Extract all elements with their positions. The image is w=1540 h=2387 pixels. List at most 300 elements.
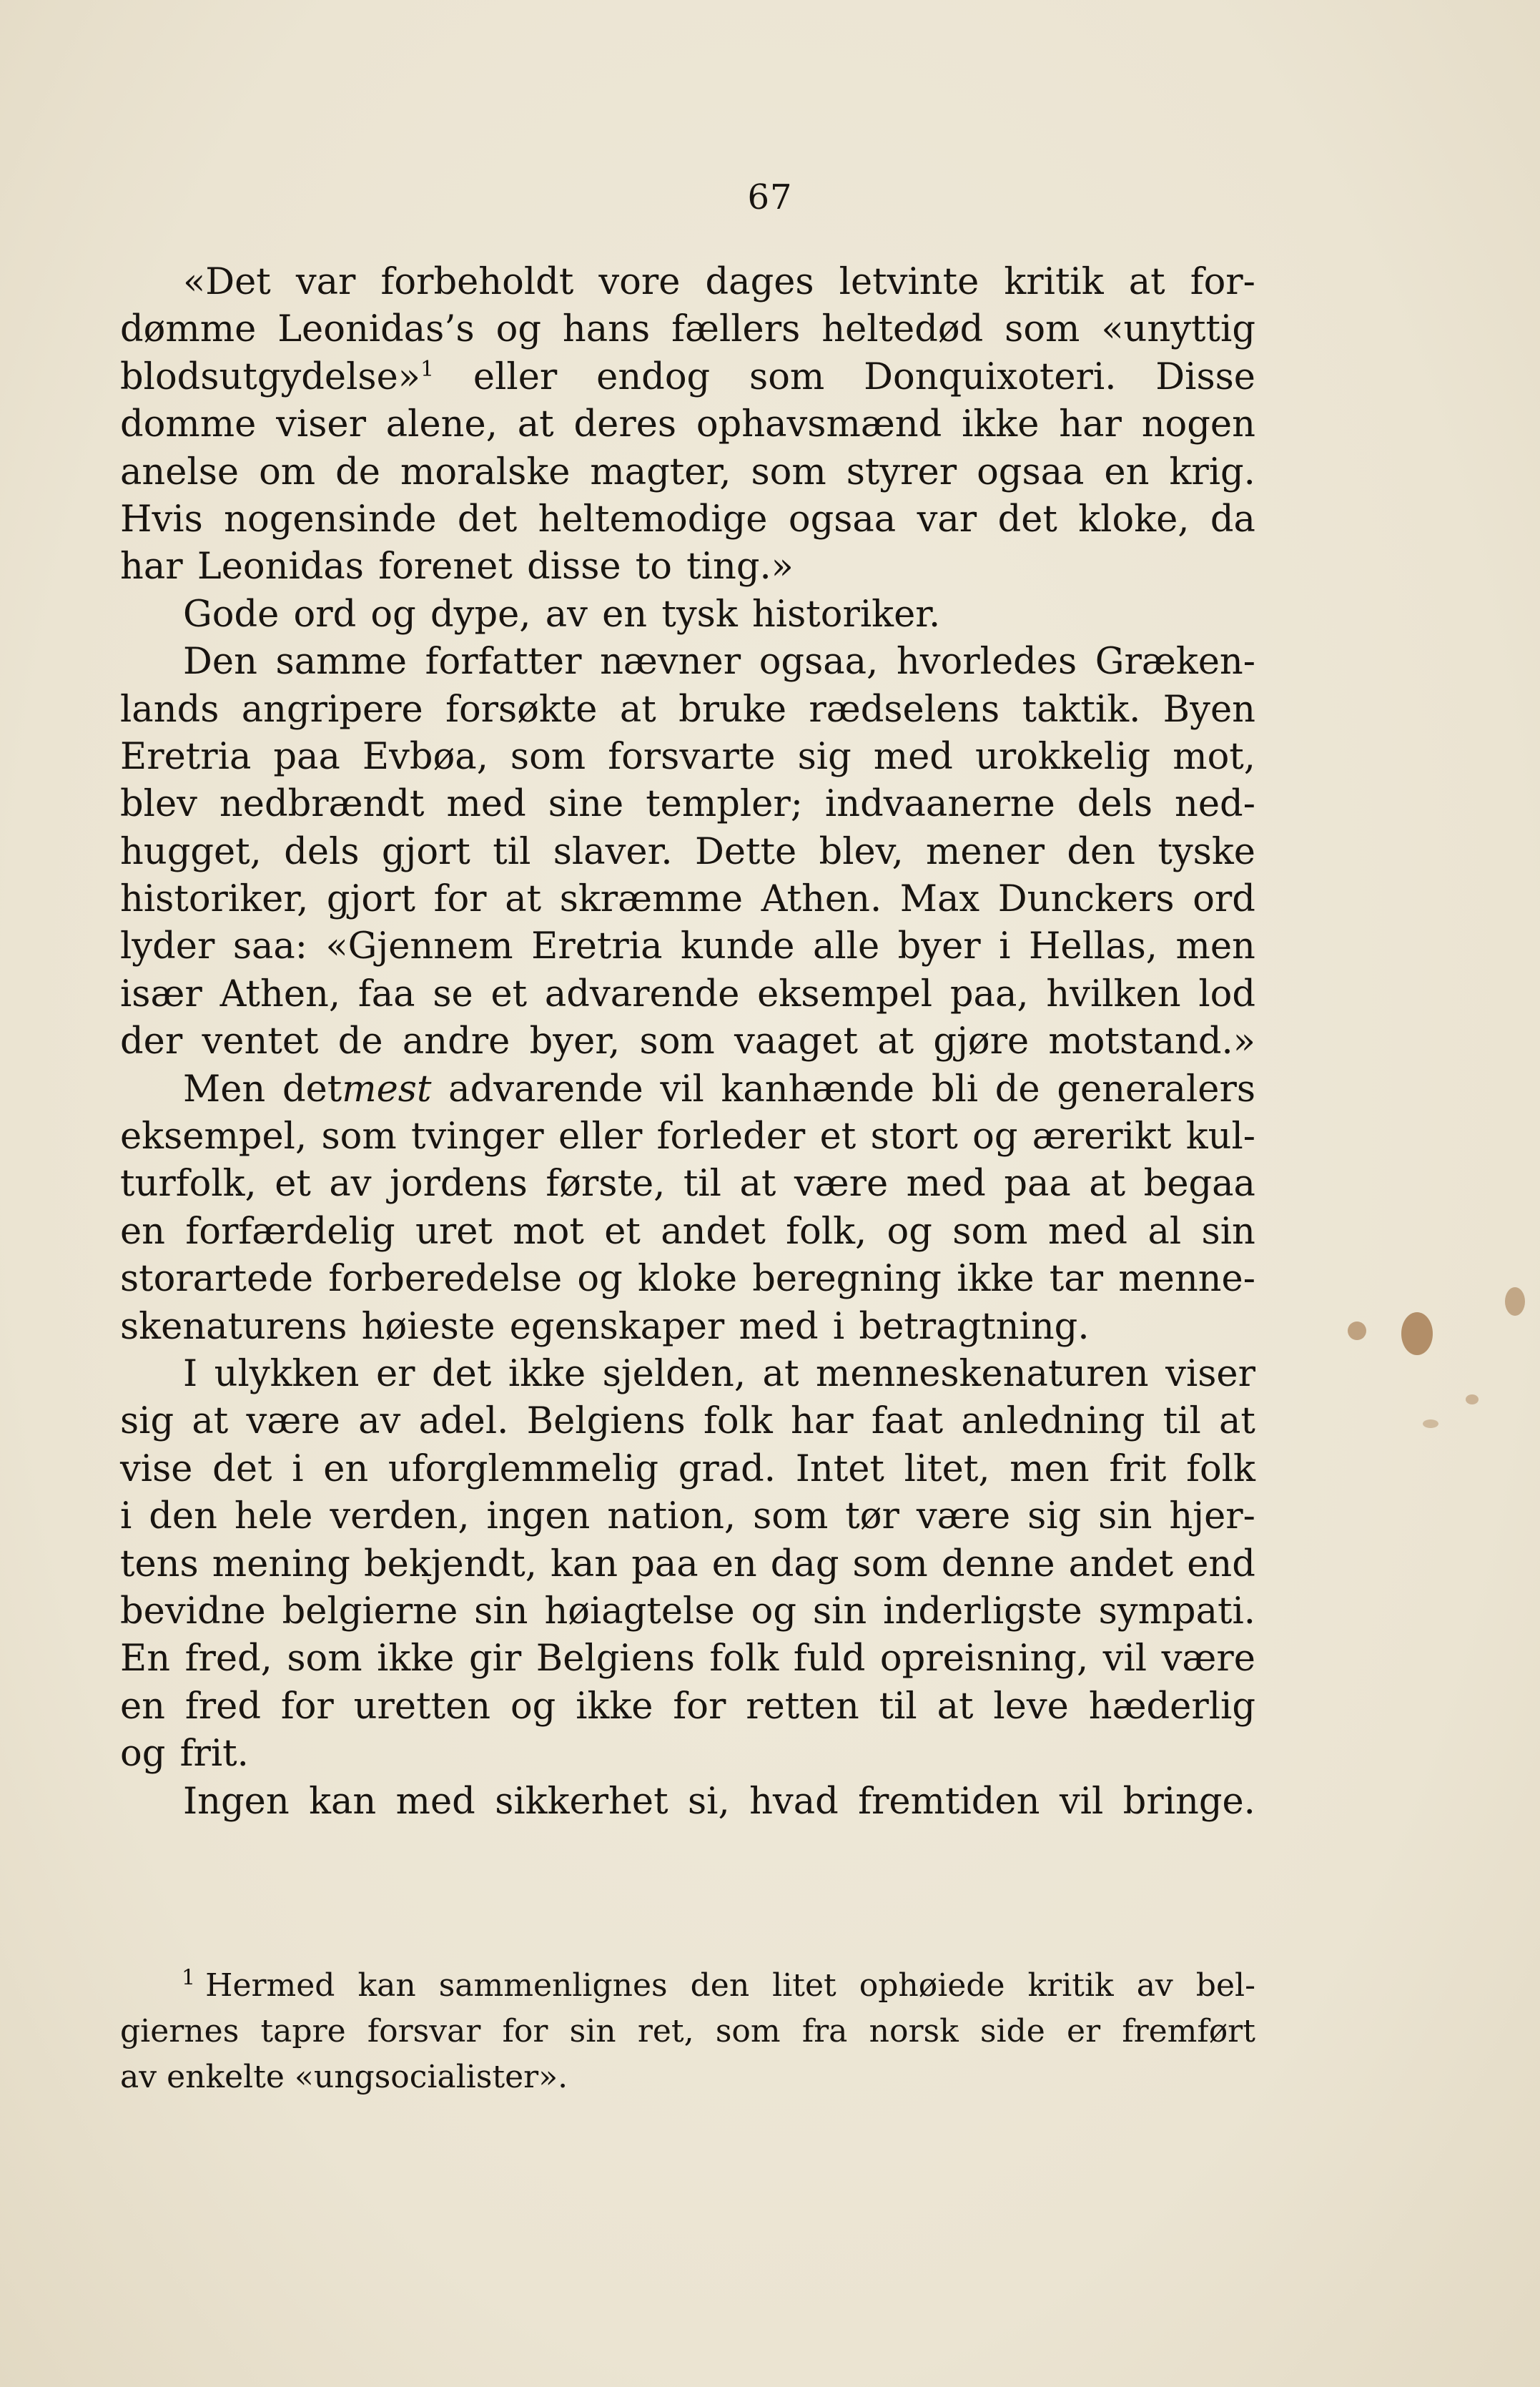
word-text: ikke xyxy=(957,1258,1035,1301)
word xyxy=(879,1683,917,1731)
word xyxy=(1129,259,1165,306)
word-text: et xyxy=(275,1163,311,1206)
word-text: en xyxy=(1104,451,1150,493)
word xyxy=(869,2009,959,2054)
word xyxy=(751,449,826,496)
word xyxy=(419,1398,509,1445)
word-text: urokkelig xyxy=(974,735,1151,778)
word xyxy=(377,1635,454,1683)
word xyxy=(120,449,239,496)
word xyxy=(1165,1351,1255,1398)
word xyxy=(1004,1161,1070,1208)
word-text: om xyxy=(259,451,316,493)
word-text: bel- xyxy=(1195,1967,1255,2004)
word-text: et xyxy=(604,1210,641,1253)
word xyxy=(739,1161,776,1208)
word-text: magter, xyxy=(590,451,731,493)
word-text: bli xyxy=(931,1068,979,1111)
word xyxy=(183,1066,265,1113)
word-text: Max xyxy=(899,878,980,921)
word xyxy=(631,1541,698,1588)
word xyxy=(942,1541,1055,1588)
word-text: «Det xyxy=(183,261,271,303)
word xyxy=(120,1635,170,1683)
word-text: dels xyxy=(1077,783,1153,826)
word xyxy=(212,1446,272,1493)
word xyxy=(681,923,794,970)
word-text: Dette xyxy=(694,830,797,873)
text-line xyxy=(120,1493,1255,1540)
word xyxy=(746,1683,859,1731)
word xyxy=(388,1446,658,1493)
word-text: som xyxy=(751,451,826,493)
word xyxy=(825,781,1055,828)
text-line xyxy=(120,1113,1255,1161)
word-text: ikke xyxy=(508,1352,586,1395)
word xyxy=(1176,923,1255,970)
word-text: deres xyxy=(573,403,677,446)
word xyxy=(1046,971,1180,1018)
word xyxy=(864,354,1116,401)
word xyxy=(1057,1066,1255,1113)
word-text: lod xyxy=(1198,973,1255,1015)
word-text: og xyxy=(751,1590,796,1633)
word-text: Hellas, xyxy=(1028,925,1158,968)
word-text: var xyxy=(295,261,356,303)
word xyxy=(358,1398,400,1445)
word-text: stort xyxy=(870,1116,958,1158)
word xyxy=(993,1683,1069,1731)
word-text: være xyxy=(794,1163,889,1206)
text-line-content xyxy=(120,1018,1255,1065)
word-text: uret xyxy=(415,1210,493,1253)
word xyxy=(1210,496,1255,543)
word xyxy=(185,1683,261,1731)
word-text: samme xyxy=(275,641,408,684)
word xyxy=(962,401,1039,448)
word-text: angripere xyxy=(241,688,423,731)
word-text: Dunckers xyxy=(997,878,1175,921)
word xyxy=(1050,1256,1103,1303)
word-text: var xyxy=(917,498,977,541)
word xyxy=(821,306,983,353)
word-text: jordens xyxy=(390,1163,528,1206)
word xyxy=(1028,1963,1114,2009)
word-text: byer, xyxy=(529,1020,621,1063)
word xyxy=(688,1778,730,1826)
word-text: fremtiden xyxy=(858,1780,1040,1823)
word xyxy=(182,1963,335,2009)
word-text: se xyxy=(433,973,473,1015)
word-text: fællers xyxy=(671,308,801,351)
word xyxy=(503,2009,548,2054)
word-text: advarende xyxy=(448,1068,643,1111)
text-line xyxy=(120,306,1255,353)
word xyxy=(367,2009,481,2054)
word-text: litet, xyxy=(904,1447,990,1490)
text-line-content xyxy=(120,829,1255,876)
word xyxy=(439,1963,668,2009)
word-text: viser xyxy=(1165,1352,1255,1395)
word-text: sin xyxy=(812,1590,867,1633)
word-text: de xyxy=(337,1020,383,1063)
word xyxy=(325,923,513,970)
paper-stain xyxy=(1505,1287,1525,1316)
word-text: dages xyxy=(705,261,814,303)
word xyxy=(1104,449,1149,496)
word-text: kritik xyxy=(1004,261,1104,303)
word-text: første, xyxy=(546,1163,666,1206)
word-text: Græken- xyxy=(1095,641,1255,684)
word xyxy=(1175,781,1255,828)
word-text: folk xyxy=(1186,1447,1255,1490)
word-text: og xyxy=(887,1210,932,1253)
word-text: «unyttig xyxy=(1101,308,1255,351)
word xyxy=(1060,1778,1103,1826)
text-line-content xyxy=(120,734,1255,781)
word-text: høiagtelse xyxy=(544,1590,735,1633)
word xyxy=(120,1493,132,1540)
word-text: forbeholdt xyxy=(380,261,574,303)
word-text: historiker, xyxy=(120,878,309,921)
word xyxy=(751,1588,796,1635)
word xyxy=(917,496,977,543)
word-text: og xyxy=(495,308,541,351)
text-line-content xyxy=(120,401,1255,448)
word xyxy=(183,1778,290,1826)
word xyxy=(772,1963,836,2009)
word xyxy=(545,971,740,1018)
word-text: som xyxy=(753,1495,829,1538)
word xyxy=(513,1209,584,1256)
word-text: vore xyxy=(598,261,681,303)
word xyxy=(926,829,1045,876)
word-text: giernes xyxy=(120,2013,240,2049)
word-text: sjelden, xyxy=(602,1352,746,1395)
word xyxy=(845,1493,899,1540)
word xyxy=(897,639,1077,686)
word-text: ventet xyxy=(202,1020,319,1063)
text-line-content xyxy=(120,1161,1255,1208)
text-line-content xyxy=(120,1304,1255,1351)
word-text: Men xyxy=(183,1068,266,1111)
word-text: kan xyxy=(309,1780,377,1823)
word-text: byer xyxy=(897,925,981,968)
word xyxy=(183,1351,197,1398)
word xyxy=(607,1493,736,1540)
word xyxy=(219,781,425,828)
word xyxy=(1163,686,1255,734)
word xyxy=(874,734,953,781)
text-line-content xyxy=(183,591,1255,639)
word-text: al xyxy=(1147,1210,1182,1253)
word-text: denne xyxy=(941,1542,1055,1585)
word-text: Belgiens xyxy=(526,1400,686,1443)
text-line xyxy=(120,354,1255,401)
word-text: har xyxy=(791,1400,854,1443)
text-line xyxy=(120,591,1255,639)
word-text: ikke xyxy=(576,1685,653,1728)
text-line-content xyxy=(120,1683,1255,1731)
word xyxy=(998,876,1175,923)
word xyxy=(358,971,415,1018)
word xyxy=(600,639,741,686)
word-text: endog xyxy=(596,355,711,398)
word xyxy=(1202,1209,1255,1256)
word-text: blev, xyxy=(819,830,904,873)
text-line-content xyxy=(120,1731,1255,1778)
word-text: bevidne xyxy=(120,1590,266,1633)
word-text: at xyxy=(517,403,554,446)
paper-stain xyxy=(1423,1419,1438,1428)
word-text: advarende xyxy=(544,973,740,1015)
word xyxy=(620,686,656,734)
word xyxy=(120,1588,266,1635)
word-text: at xyxy=(739,1163,776,1206)
word xyxy=(381,259,574,306)
word xyxy=(490,971,527,1018)
text-line xyxy=(120,1018,1255,1065)
footnote-ref: 1 xyxy=(420,356,435,382)
word xyxy=(261,2009,346,2054)
word-text: der xyxy=(120,1020,183,1063)
word-text: nedbrændt xyxy=(219,783,425,826)
word xyxy=(328,1256,562,1303)
word xyxy=(671,306,800,353)
word-text: Athen. xyxy=(761,878,882,921)
text-line xyxy=(120,1066,1255,1113)
body-text xyxy=(120,259,1255,1826)
word xyxy=(1173,734,1255,781)
word xyxy=(577,1256,622,1303)
word xyxy=(447,781,526,828)
word-text: som xyxy=(639,1020,715,1063)
text-line xyxy=(120,734,1255,781)
word xyxy=(999,923,1010,970)
word xyxy=(603,1351,746,1398)
word xyxy=(296,259,356,306)
word xyxy=(933,1018,1029,1065)
word-text: fuld xyxy=(793,1638,866,1680)
text-line-content xyxy=(120,1398,1255,1445)
word-text: Disse xyxy=(1155,355,1255,398)
word xyxy=(1005,306,1080,353)
word xyxy=(120,1398,174,1445)
word-text: uforglemmelig xyxy=(388,1447,659,1490)
word xyxy=(1186,1446,1255,1493)
text-line-content xyxy=(120,496,1255,543)
text-line-content xyxy=(120,1541,1255,1588)
word xyxy=(904,1446,990,1493)
text-line xyxy=(120,1161,1255,1208)
word xyxy=(496,306,541,353)
word xyxy=(473,354,557,401)
word-text: det xyxy=(432,1352,492,1395)
word-text: forfærdelig xyxy=(185,1210,395,1253)
word xyxy=(434,876,487,923)
word-text: gjort xyxy=(326,878,415,921)
word-text: vil xyxy=(1059,1780,1104,1823)
text-line xyxy=(120,449,1255,496)
word xyxy=(1077,781,1152,828)
word xyxy=(544,1588,734,1635)
word-text: vil xyxy=(660,1068,704,1111)
word xyxy=(284,829,359,876)
word-text: hvorledes xyxy=(896,641,1077,684)
word xyxy=(386,401,498,448)
word xyxy=(716,2009,781,2054)
word xyxy=(277,306,475,353)
word xyxy=(604,1209,641,1256)
word-text: men xyxy=(1010,1447,1090,1490)
word-text: av xyxy=(329,1163,372,1206)
word xyxy=(432,1351,491,1398)
word-text: andet xyxy=(1068,1542,1174,1585)
text-line xyxy=(120,1209,1255,1256)
word-text: tvinger xyxy=(411,1116,544,1158)
word xyxy=(798,734,852,781)
word xyxy=(1144,1161,1255,1208)
word-text: Byen xyxy=(1163,688,1255,731)
word-text: mener xyxy=(926,830,1045,873)
word-text: eller xyxy=(558,1116,643,1158)
word xyxy=(508,1351,586,1398)
word xyxy=(120,1541,199,1588)
word-text: er xyxy=(375,1352,415,1395)
word-text: har xyxy=(1059,403,1122,446)
footnote-line xyxy=(120,2009,1255,2054)
word-text: og xyxy=(577,1258,623,1301)
word-text: som xyxy=(749,355,825,398)
word xyxy=(1048,1018,1255,1065)
word-text: menne- xyxy=(1118,1258,1255,1301)
word xyxy=(853,1541,928,1588)
word-text: Leonidas’s xyxy=(277,308,475,351)
word-text: belgierne xyxy=(282,1590,458,1633)
word xyxy=(678,1446,776,1493)
word xyxy=(757,971,932,1018)
word xyxy=(1010,1446,1089,1493)
word-text: at xyxy=(1089,1163,1126,1206)
word-text: være xyxy=(246,1400,340,1443)
text-line-content xyxy=(183,639,1255,686)
word-text: opreisning, xyxy=(879,1638,1089,1680)
word xyxy=(469,1635,521,1683)
word-text: Athen, xyxy=(219,973,341,1015)
text-run: og frit. xyxy=(120,1733,249,1776)
word xyxy=(120,971,202,1018)
word-text: især xyxy=(120,973,202,1015)
word-text: end xyxy=(1187,1542,1255,1585)
word-text: lands xyxy=(120,688,219,731)
word-text: ogsaa xyxy=(977,451,1085,493)
word-text: som xyxy=(852,1542,928,1585)
word-text: til xyxy=(1163,1400,1201,1443)
text-line-content xyxy=(120,354,1255,401)
word xyxy=(813,923,879,970)
word-text: men xyxy=(1175,925,1255,968)
word-text: ikke xyxy=(377,1638,455,1680)
word-text: eksempel, xyxy=(120,1116,307,1158)
word xyxy=(1089,1161,1125,1208)
word-text: litet xyxy=(772,1967,836,2004)
word xyxy=(1137,1963,1173,2009)
word xyxy=(400,449,570,496)
word-text: si, xyxy=(687,1780,730,1823)
word-text: i xyxy=(120,1495,132,1538)
word-text: som xyxy=(287,1638,362,1680)
word-text: som xyxy=(510,735,586,778)
word-text: andet xyxy=(661,1210,766,1253)
word-text: med xyxy=(395,1780,475,1823)
word xyxy=(120,496,203,543)
word-text: beregning xyxy=(752,1258,942,1301)
word-text: paa xyxy=(631,1542,699,1585)
word xyxy=(1163,1398,1201,1445)
word xyxy=(1089,1683,1255,1731)
word xyxy=(980,2009,1045,2054)
word-text: med xyxy=(873,735,953,778)
text-line-content xyxy=(120,1493,1255,1540)
word xyxy=(975,734,1150,781)
word-text: andre xyxy=(402,1020,510,1063)
word-text: ingen xyxy=(486,1495,591,1538)
word xyxy=(327,876,415,923)
word-text: ulykken xyxy=(214,1352,360,1395)
word xyxy=(638,2009,694,2054)
word xyxy=(536,1635,695,1683)
word-text: skræmme xyxy=(559,878,744,921)
word-text: en xyxy=(323,1447,369,1490)
word xyxy=(357,1963,415,2009)
footnote-line-content xyxy=(120,2009,1255,2054)
text-line-content xyxy=(120,876,1255,923)
word xyxy=(678,686,786,734)
word xyxy=(281,1683,334,1731)
word xyxy=(149,1493,217,1540)
word-text: være xyxy=(1161,1638,1255,1680)
word xyxy=(820,1113,857,1161)
word-text: kul- xyxy=(1185,1116,1255,1158)
word-text: tør xyxy=(845,1495,899,1538)
word-text: Hvis xyxy=(120,498,203,541)
word-text: alle xyxy=(812,925,880,968)
word xyxy=(120,876,308,923)
word-text: side xyxy=(979,2013,1045,2049)
text-line-content xyxy=(120,1209,1255,1256)
word xyxy=(376,1351,415,1398)
text-line-content xyxy=(120,543,1255,591)
text-line xyxy=(120,1588,1255,1635)
text-line xyxy=(120,1778,1255,1826)
word-text: En xyxy=(120,1638,171,1680)
footnote-line xyxy=(120,2054,1255,2100)
word xyxy=(1004,259,1103,306)
word xyxy=(282,1066,432,1113)
word-text: ord xyxy=(1193,878,1255,921)
paper-stain xyxy=(1348,1322,1366,1340)
word-text: tens xyxy=(120,1542,199,1585)
word xyxy=(598,259,680,306)
word-text: Intet xyxy=(795,1447,884,1490)
word-text: grad. xyxy=(678,1447,776,1490)
word-text: tyske xyxy=(1158,830,1255,873)
word xyxy=(1109,1446,1166,1493)
word-text: de xyxy=(994,1068,1040,1111)
word-text: hans xyxy=(562,308,651,351)
text-line-content xyxy=(120,686,1255,734)
word xyxy=(183,639,257,686)
